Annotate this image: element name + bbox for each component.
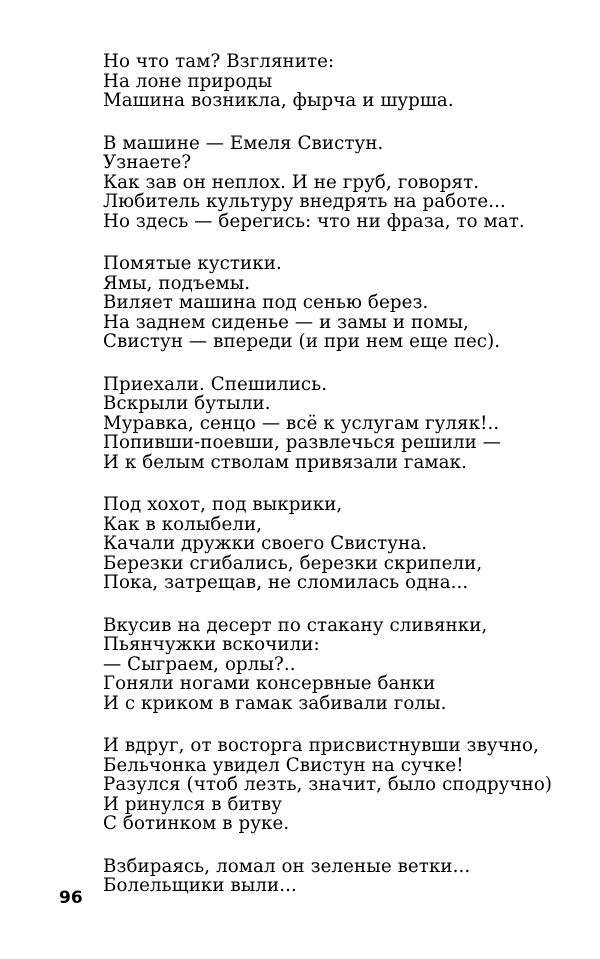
poem-line: Приехали. Спешились. — [103, 373, 328, 395]
poem-line: Пока, затрещав, не сломилась одна... — [103, 572, 469, 593]
stanza — [103, 52, 573, 111]
poem-line: И к белым стволам привязали гамак. — [103, 451, 467, 473]
stanza — [103, 254, 573, 352]
stanza — [103, 736, 573, 834]
stanza — [103, 616, 573, 714]
poem-line: Машина возникла, фырча и шурша. — [103, 90, 454, 111]
poem-line: Свистун — впереди (и при нем еще пес). — [103, 331, 501, 352]
poem-line: Как в колыбели, — [103, 513, 263, 535]
poem-line: Разулся (чтоб лезть, значит, было сподручно) — [103, 774, 553, 795]
poem-line: — Сыграем, орлы?.. — [103, 653, 296, 675]
poem-line: Болельщики выли... — [103, 875, 297, 896]
poem-line: Как зав он неплох. И не груб, говорят. — [103, 171, 480, 193]
poem-line: И вдруг, от восторга присвистнувши звучно, — [103, 735, 539, 756]
poem-line: Бельчонка увидел Свистун на сучке! — [103, 754, 464, 776]
stanza — [103, 495, 573, 593]
poem-line: Березки сгибались, березки скрипели, — [103, 552, 483, 574]
stanza — [103, 375, 573, 473]
poem-line: Узнаете? — [103, 152, 192, 173]
poem-line: В машине — Емеля Свистун. — [103, 132, 384, 154]
poem-line: Любитель культуру внедрять на работе... — [103, 191, 506, 212]
poem-line: С ботинком в руке. — [103, 813, 290, 834]
poem-line: Взбираясь, ломал он зеленые ветки... — [103, 855, 471, 877]
poem-line: На заднем сиденье — и замы и помы, — [103, 311, 469, 333]
poem-line: Вскрыли бутыли. — [103, 393, 271, 414]
poem-line: Ямы, подъемы. — [103, 272, 251, 294]
poem-line: Пьянчужки вскочили: — [103, 634, 320, 655]
poem-line: Но здесь — берегись: что ни фраза, то мат. — [103, 210, 525, 232]
poem-line: И с криком в гамак забивали голы. — [103, 692, 447, 714]
poem-line: Виляет машина под сенью берез. — [103, 292, 429, 313]
poem-line: Помятые кустики. — [103, 253, 282, 274]
poem-line: Попивши-поевши, развлечься решили — — [103, 432, 502, 453]
page-number: 96 — [59, 888, 83, 908]
poem-line: На лоне природы — [103, 70, 273, 92]
poem-line: Муравка, сенцо — всё к услугам гуляк!.. — [103, 412, 500, 434]
poem-line: Качали дружки своего Свистуна. — [103, 533, 428, 554]
stanza — [103, 134, 573, 232]
poem-line: Но что там? Взгляните: — [103, 51, 335, 72]
poem-line: Гоняли ногами консервные банки — [103, 673, 436, 694]
poem-line: Вкусив на десерт по стакану сливянки, — [103, 614, 488, 636]
poem-text — [103, 52, 573, 919]
stanza — [103, 857, 573, 896]
poem-line: Под хохот, под выкрики, — [103, 494, 343, 515]
poem-line: И ринулся в битву — [103, 793, 283, 815]
